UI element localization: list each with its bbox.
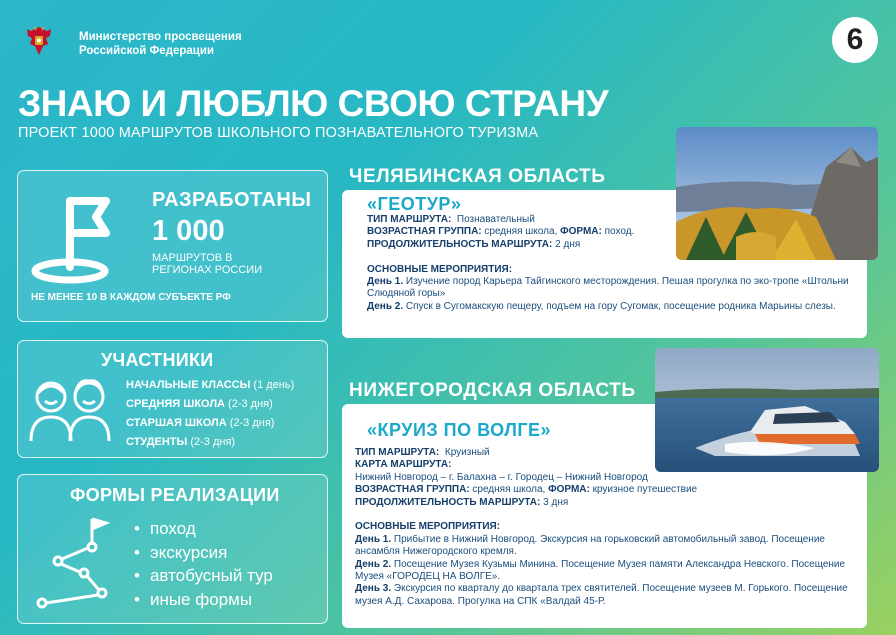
- route-name: «ГЕОТУР»: [367, 194, 462, 214]
- developed-note: НЕ МЕНЕЕ 10 В КАЖДОМ СУБЪЕКТЕ РФ: [31, 292, 231, 303]
- form-item: • автобусный тур: [134, 564, 273, 588]
- photo-mountain-forest: [676, 127, 878, 260]
- participants-panel: [17, 340, 328, 458]
- ministry-line2: Российской Федерации: [79, 45, 215, 57]
- forms-panel: [17, 474, 328, 624]
- developed-panel: [17, 170, 328, 322]
- participants-title: УЧАСТНИКИ: [101, 350, 214, 370]
- forms-list: [134, 517, 273, 611]
- coat-of-arms-icon: [22, 24, 56, 58]
- ministry-line1: Министерство просвещения: [79, 31, 242, 43]
- flag-hole-icon: [30, 187, 130, 287]
- participant-item: СТАРШАЯ ШКОЛА (2-3 дня): [126, 417, 275, 429]
- developed-subtext: МАРШРУТОВ В РЕГИОНАХ РОССИИ: [152, 252, 263, 276]
- region-title-nizhny: НИЖЕГОРОДСКАЯ ОБЛАСТЬ: [349, 380, 636, 401]
- developed-title: РАЗРАБОТАНЫ: [152, 189, 312, 211]
- page-number: 6: [832, 17, 878, 63]
- form-item: • иные формы: [134, 588, 273, 612]
- page-title: ЗНАЮ И ЛЮБЛЮ СВОЮ СТРАНУ: [18, 83, 609, 124]
- route-details: ТИП МАРШРУТА: Круизный КАРТА МАРШРУТА: Нижний Новгород – г. Балахна – г. Городец – Нижний Новгород ВОЗРАСТНАЯ ГРУППА: средняя школа, ФОРМА: круизное путешествие ПРОДОЛЖИТЕЛЬНОСТЬ МАРШРУТА: 3 дня ОСНОВНЫЕ МЕРОПРИЯТИЯ: День 1. Прибытие в Нижний Новгород. Экскурсия на горьковский автомобильный завод. Посещение ансамбля Нижегородского кремля. День 2. Посещение Музея Кузьмы Минина. Посещение Музея памяти Александра Невского. Посещение Музея «ГОРОДЕЦ НА ВОЛГЕ». День 3. Экскурсия по кварталу до квартала трех святителей. Посещение музеев М. Горького. Посещение музея А.Д. Сахарова. Прогулка на СПК «Валдай 45-Р.: [355, 447, 848, 607]
- participant-item: СРЕДНЯЯ ШКОЛА (2-3 дня): [126, 398, 273, 410]
- children-icon: [26, 371, 114, 443]
- participant-item: НАЧАЛЬНЫЕ КЛАССЫ (1 день): [126, 379, 295, 391]
- participant-item: СТУДЕНТЫ (2-3 дня): [126, 436, 236, 448]
- form-item: • поход: [134, 517, 273, 541]
- route-details: ТИП МАРШРУТА: Познавательный ВОЗРАСТНАЯ ГРУППА: средняя школа, ФОРМА: поход. ПРОДОЛЖИТЕЛЬНОСТЬ МАРШРУТА: 2 дня ОСНОВНЫЕ МЕРОПРИЯТИЯ: День 1. Изучение пород Карьера Тайгинского месторождения. Пешая прогулка по эко-тропе «Штольни Слюдяной горы» День 2. Спуск в Сугомакскую пещеру, подъем на гору Сугомак, посещение родника Марьины слезы.: [367, 214, 849, 312]
- form-item: • экскурсия: [134, 541, 273, 565]
- route-name: «КРУИЗ ПО ВОЛГЕ»: [367, 420, 552, 440]
- page-subtitle: ПРОЕКТ 1000 МАРШРУТОВ ШКОЛЬНОГО ПОЗНАВАТЕЛЬНОГО ТУРИЗМА: [18, 125, 539, 141]
- route-map-icon: [30, 511, 130, 611]
- photo-hydrofoil-boat: [655, 348, 879, 472]
- forms-title: ФОРМЫ РЕАЛИЗАЦИИ: [70, 485, 280, 505]
- ministry-name: [79, 30, 242, 58]
- participants-list: [126, 376, 294, 452]
- developed-count: 1 000: [152, 215, 225, 247]
- region-title-chelyabinsk: ЧЕЛЯБИНСКАЯ ОБЛАСТЬ: [349, 166, 606, 187]
